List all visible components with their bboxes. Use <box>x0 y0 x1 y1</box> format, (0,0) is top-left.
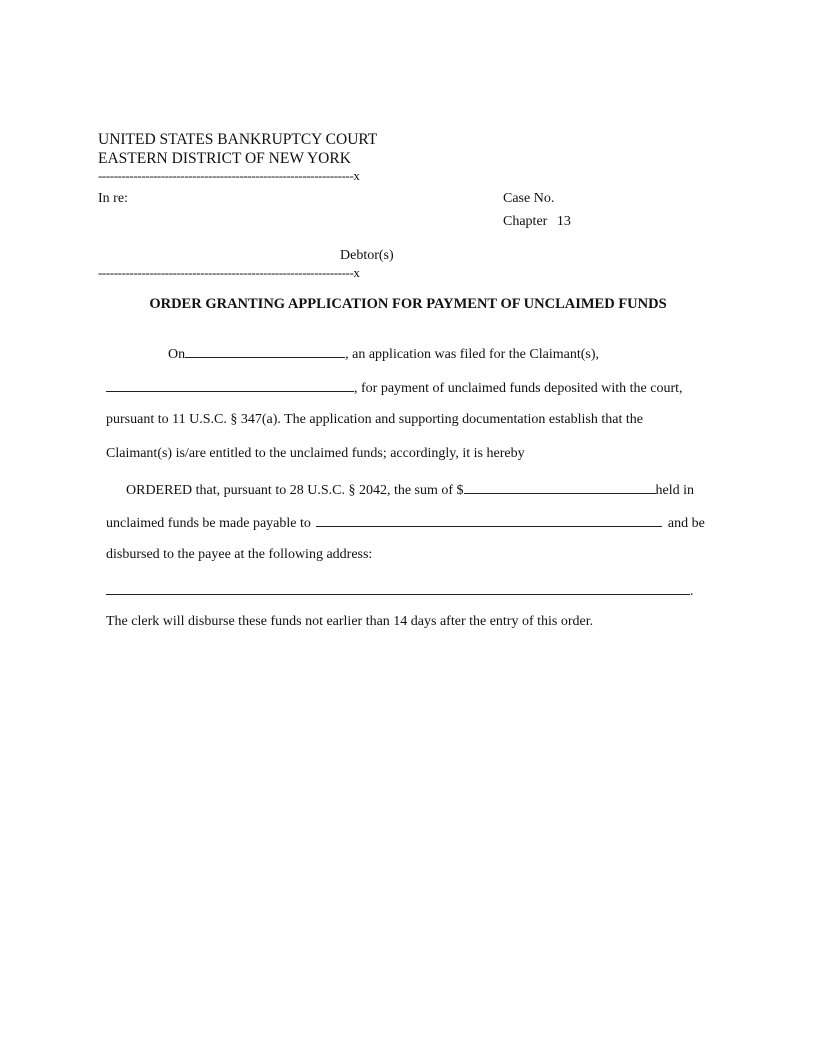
ordered-text: ORDERED that, pursuant to 28 U.S.C. § 2042, the sum of $ <box>126 483 464 498</box>
chapter-label: Chapter <box>503 214 548 229</box>
payable-line <box>106 513 705 532</box>
debtor-label: Debtor(s) <box>340 248 394 263</box>
body-line-1 <box>168 344 599 363</box>
and-be-text: and be <box>667 516 705 531</box>
chapter-value: 13 <box>556 214 571 229</box>
caption-divider-top: -----------------------------------------------------------------x <box>98 168 360 183</box>
order-title: ORDER GRANTING APPLICATION FOR PAYMENT OF UNCLAIMED FUNDS <box>149 296 667 312</box>
claimant-name-blank <box>106 378 354 392</box>
body-line-2 <box>106 378 683 397</box>
caption-divider-bottom: -----------------------------------------------------------------x <box>98 265 360 280</box>
court-district: EASTERN DISTRICT OF NEW YORK <box>98 150 351 167</box>
in-re-label: In re: <box>98 191 128 206</box>
held-in-text: held in <box>655 483 695 498</box>
payable-text: unclaimed funds be made payable to <box>106 516 311 531</box>
chapter-field <box>503 214 571 230</box>
on-text: On <box>168 347 186 362</box>
filing-date-blank <box>185 344 345 358</box>
body-line-3: pursuant to 11 U.S.C. § 347(a). The application and supporting documentation establish that the <box>106 412 643 427</box>
disbursed-line: disbursed to the payee at the following address: <box>106 547 373 562</box>
payee-blank <box>316 513 662 527</box>
court-name: UNITED STATES BANKRUPTCY COURT <box>98 131 378 148</box>
body-line-4: Claimant(s) is/are entitled to the unclaimed funds; accordingly, it is hereby <box>106 446 525 461</box>
application-filed-text: , an application was filed for the Claimant(s), <box>345 347 599 362</box>
address-blank <box>106 581 690 595</box>
case-no-label: Case No. <box>503 191 555 206</box>
payment-purpose-text: , for payment of unclaimed funds deposited with the court, <box>354 381 683 396</box>
ordered-line <box>126 480 694 499</box>
amount-blank <box>464 480 656 494</box>
clerk-disburse-line: The clerk will disburse these funds not earlier than 14 days after the entry of this order. <box>106 614 594 629</box>
address-period: . <box>690 584 694 599</box>
address-line <box>106 581 694 600</box>
